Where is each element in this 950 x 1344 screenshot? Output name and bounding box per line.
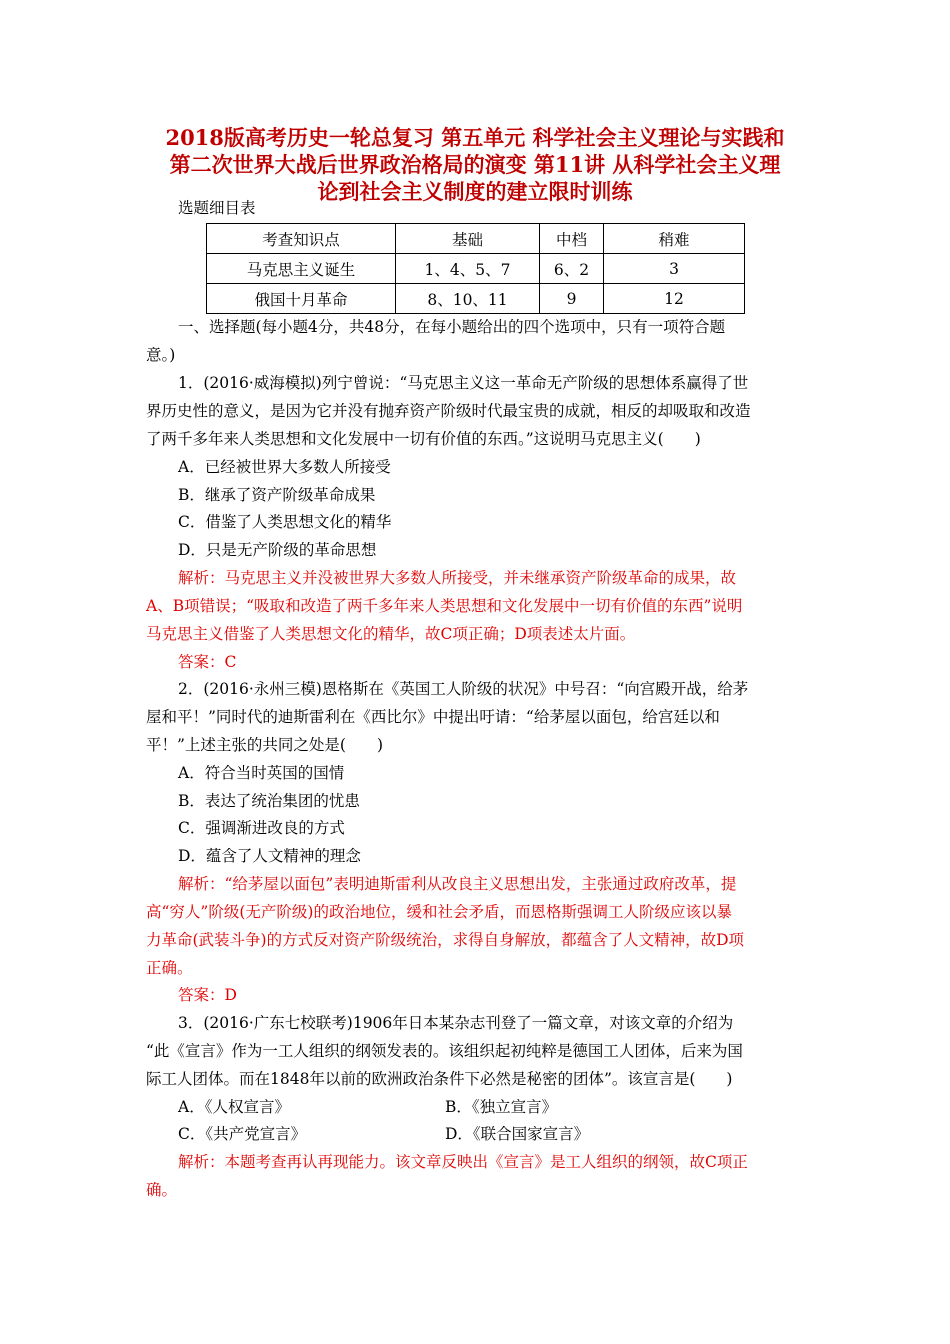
q3-option: D．《联合国家宣言》	[445, 1125, 590, 1143]
q2-analysis-line: 力革命(武装斗争)的方式反对资产阶级统治，求得自身解放，都蕴含了人文精神，故D项	[146, 931, 745, 949]
q3-option: A．《人权宣言》	[178, 1098, 290, 1116]
table-cell: 9	[540, 284, 604, 314]
table-cell: 1、4、5、7	[396, 254, 540, 284]
table-cell: 俄国十月革命	[207, 284, 396, 314]
q3-analysis-line: 解析：本题考查再认再现能力。该文章反映出《宣言》是工人组织的纲领，故C项正	[178, 1153, 748, 1171]
q1-analysis-line: A、B项错误；“吸取和改造了两千多年来人类思想和文化发展中一切有价值的东西”说明	[146, 597, 743, 615]
q1-option: D．只是无产阶级的革命思想	[178, 541, 377, 559]
q2-option: B．表达了统治集团的忧患	[178, 792, 360, 810]
table-header-cell: 基础	[396, 224, 540, 254]
q1-option: C．借鉴了人类思想文化的精华	[178, 513, 392, 531]
q3-analysis-line: 确。	[146, 1181, 178, 1199]
q1-stem-line: 1．(2016·威海模拟)列宁曾说：“马克思主义这一革命无产阶级的思想体系赢得了世	[178, 374, 749, 392]
q1-stem-line: 界历史性的意义，是因为它并没有抛弃资产阶级时代最宝贵的成就，相反的却吸取和改造	[146, 402, 751, 420]
q1-answer: 答案：C	[178, 653, 237, 671]
section-heading-line-2: 意。)	[146, 346, 176, 364]
table-caption: 选题细目表	[178, 199, 256, 217]
q3-stem-line: 3．(2016·广东七校联考)1906年日本某杂志刊登了一篇文章，对该文章的介绍为	[178, 1014, 734, 1032]
q3-option: C．《共产党宣言》	[178, 1125, 307, 1143]
title-line-1: 2018版高考历史一轮总复习 第五单元 科学社会主义理论与实践和	[165, 125, 785, 150]
q1-analysis-line: 马克思主义借鉴了人类思想文化的精华，故C项正确；D项表述太片面。	[146, 625, 636, 643]
section-heading-line-1: 一、选择题(每小题4分，共48分，在每小题给出的四个选项中，只有一项符合题	[178, 318, 726, 336]
table-header-cell: 考查知识点	[207, 224, 396, 254]
table-cell: 8、10、11	[396, 284, 540, 314]
table-row	[207, 284, 745, 314]
q2-answer: 答案：D	[178, 986, 237, 1004]
topic-table	[206, 223, 745, 314]
q3-stem-line: “此《宣言》作为一工人组织的纲领发表的。该组织起初纯粹是德国工人团体，后来为国	[146, 1042, 743, 1060]
q2-analysis-line: 解析：“给茅屋以面包”表明迪斯雷利从改良主义思想出发，主张通过政府改革，提	[178, 875, 737, 893]
q2-option: A．符合当时英国的国情	[178, 764, 345, 782]
title-line-2: 第二次世界大战后世界政治格局的演变 第11讲 从科学社会主义理	[169, 152, 781, 177]
table-row	[207, 254, 745, 284]
q1-option: A．已经被世界大多数人所接受	[178, 458, 391, 476]
q3-option: B．《独立宣言》	[445, 1098, 558, 1116]
q2-option: C．强调渐进改良的方式	[178, 819, 345, 837]
q1-stem-line: 了两千多年来人类思想和文化发展中一切有价值的东西。”这说明马克思主义( )	[146, 430, 701, 448]
q2-analysis-line: 正确。	[146, 959, 193, 977]
table-cell: 3	[604, 254, 745, 284]
table-header-cell: 稍难	[604, 224, 745, 254]
table-header-row	[207, 224, 745, 254]
table-cell: 马克思主义诞生	[207, 254, 396, 284]
table-cell: 12	[604, 284, 745, 314]
q2-option: D．蕴含了人文精神的理念	[178, 847, 361, 865]
document-title	[130, 124, 820, 205]
table-header-cell: 中档	[540, 224, 604, 254]
table-cell: 6、2	[540, 254, 604, 284]
q1-analysis-line: 解析：马克思主义并没被世界大多数人所接受，并未继承资产阶级革命的成果，故	[178, 569, 737, 587]
title-line-3: 论到社会主义制度的建立限时训练	[317, 179, 633, 204]
q2-stem-line: 2．(2016·永州三模)恩格斯在《英国工人阶级的状况》中号召：“向宫殿开战，给茅	[178, 680, 749, 698]
q2-analysis-line: 高“穷人”阶级(无产阶级)的政治地位，缓和社会矛盾，而恩格斯强调工人阶级应该以暴	[146, 903, 732, 921]
q3-stem-line: 际工人团体。而在1848年以前的欧洲政治条件下必然是秘密的团体”。该宣言是( )	[146, 1070, 733, 1088]
q1-option: B．继承了资产阶级革命成果	[178, 486, 376, 504]
q2-stem-line: 屋和平！”同时代的迪斯雷利在《西比尔》中提出吁请：“给茅屋以面包，给宫廷以和	[146, 708, 720, 726]
q2-stem-line: 平！”上述主张的共同之处是( )	[146, 736, 384, 754]
